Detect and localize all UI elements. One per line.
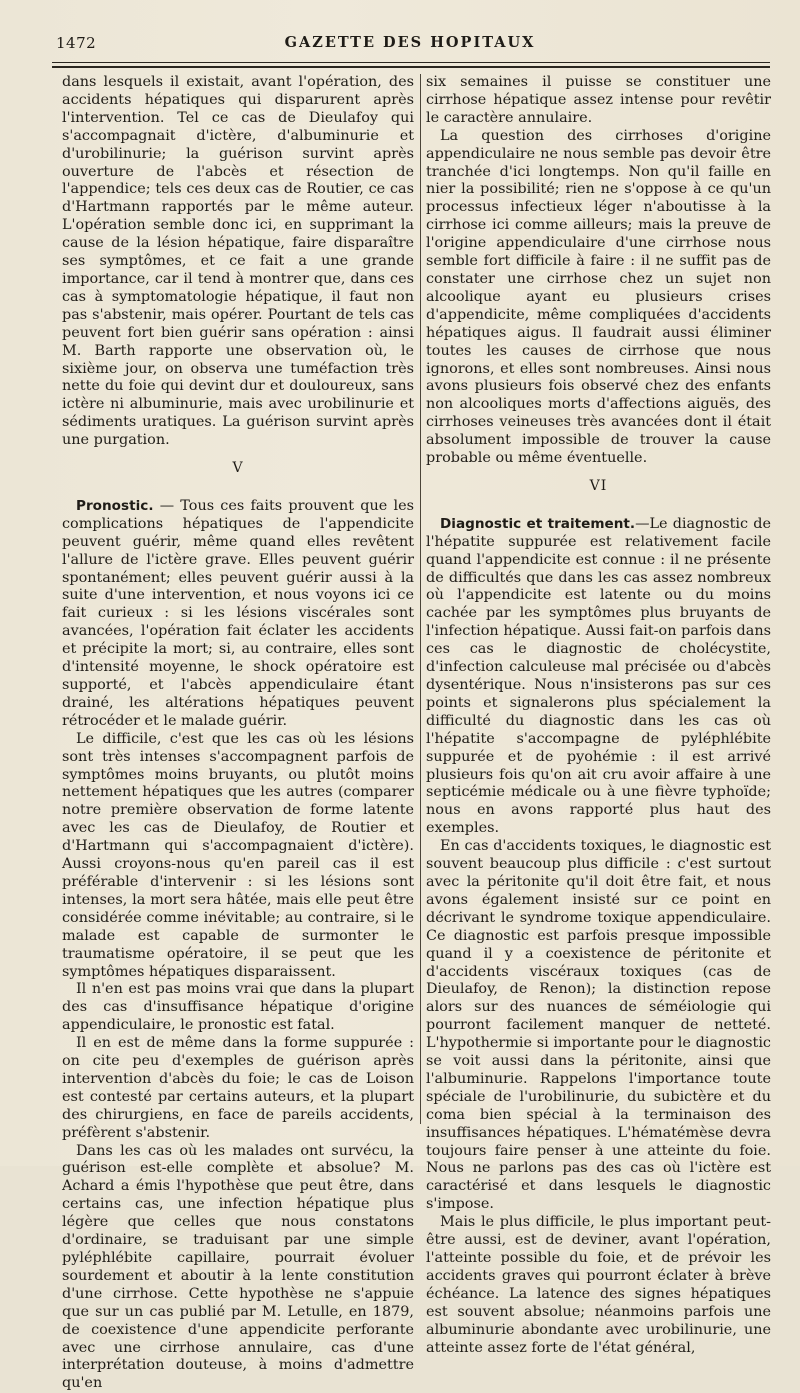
paragraph: Le difficile, c'est que les cas où les lésions sont très intenses s'accompagnent parfois de symptômes moins bruyants, ou plutôt moins nettement hépatiques que les autres (comparer notre première observation de forme latente avec les cas de Dieulafoy, de Routier et d'Hartmann qui s'accompagnaient d'ictère). Aussi croyons-nous qu'en pareil cas il est préférable d'intervenir : si les lésions sont intenses, la mort sera hâtée, mais elle peut être considérée comme inévitable; au contraire, si le malade est capable de surmonter le traumatisme opératoire, il se peut que les symptômes hépatiques disparaissent. (62, 730, 414, 980)
section-number-vi: VI (589, 477, 608, 494)
paragraph: Mais le plus difficile, le plus important peut-être aussi, est de deviner, avant l'opération, l'atteinte possible du foie, et de prévoir les accidents graves qui pourront éclater à brève échéance. La latence des signes hépatiques est souvent absolue; néanmoins parfois une albuminurie abondante avec urobilinurie, une atteinte assez forte de l'état général, (426, 1214, 771, 1356)
page-header (56, 34, 764, 60)
paragraph: La question des cirrhoses d'origine appendiculaire ne nous semble pas devoir être tranchée d'ici longtemps. Non qu'il faille en nier la possibilité; rien ne s'oppose à ce qu'un processus infectieux léger n'aboutisse à la cirrhose ici comme ailleurs; mais la preuve de l'origine appendiculaire d'une cirrhose nous semble fort difficile à faire : il ne suffit pas de constater une cirrhose chez un sujet non alcoolique ayant eu plusieurs crises d'appendicite, même compliquées d'accidents hépatiques aigus. Il faudrait aussi éliminer toutes les causes de cirrhose que nous ignorons, et elles sont nombreuses. Ainsi nous avons plusieurs fois observé chez des enfants non alcooliques morts d'affections aiguës, des cirrhoses veineuses très avancées dont il était absolument impossible de trouver la cause probable ou même éventuelle. (426, 127, 771, 467)
run-in-heading: Pronostic. (76, 497, 154, 514)
left-column (62, 74, 414, 1393)
paragraph: Dans les cas où les malades ont survécu, la guérison est-elle complète et absolue? M. Achard a émis l'hypothèse que peut être, dans certains cas, une infection hépatique plus légère que celles que nous constatons d'ordinaire, se traduisant par une simple pyléphlébite capillaire, pourrait évoluer sourdement et aboutir à la lente constitution d'une cirrhose. Cette hypothèse ne s'appuie que sur un cas publié par M. Letulle, en 1879, de coexistence d'une appendicite perforante avec une cirrhose annulaire, cas d'une interprétation douteuse, à moins d'admettre qu'en (62, 1142, 414, 1392)
journal-title: GAZETTE DES HOPITAUX (284, 34, 536, 51)
paragraph: En cas d'accidents toxiques, le diagnostic est souvent beaucoup plus difficile : c'est surtout avec la péritonite qu'il doit être fait, et nous avons également insisté sur ce point en décrivant le syndrome toxique appendiculaire. Ce diagnostic est parfois presque impossible quand il y a coexistence de péritonite et d'accidents viscéraux toxiques (cas de Dieulafoy, de Renon); la distinction repose alors sur des nuances de séméiologie qui pourront facilement manquer de netteté. L'hypothermie si importante pour le diagnostic se voit aussi dans la péritonite, ainsi que l'albuminurie. Rappelons l'importance toute spéciale de l'urobilinurie, du subictère et du coma bien spécial à la terminaison des insuffisances hépatiques. L'hématémèse devra toujours faire penser à une atteinte du foie. Nous ne parlons pas des cas où l'ictère est caractérisé et dans lesquels le diagnostic s'impose. (426, 838, 771, 1213)
paragraph-diagnostic: Diagnostic et traitement.—Le diagnostic de l'hépatite suppurée est relativement facile quand l'appendicite est connue : il ne présente de difficultés que dans les cas assez nombreux où l'appendicite est latente ou du moins cachée par les symptômes plus bruyants de l'infection hépatique. Aussi fait-on parfois dans ces cas le diagnostic de cholécystite, d'infection calculeuse mal précisée ou d'abcès dysentérique. Nous n'insisterons pas sur ces points et signalerons plus spécialement la difficulté du diagnostic dans les cas où l'hépatite s'accompagne de pyléphlébite suppurée et de pyohémie : il est arrivé plusieurs fois qu'on ait cru avoir affaire à une septicémie médicale ou à une fièvre typhoïde; nous en avons rapporté plus haut des exemples. (426, 515, 771, 837)
paragraph: Il n'en est pas moins vrai que dans la plupart des cas d'insuffisance hépatique d'origine appendiculaire, le pronostic est fatal. (62, 981, 414, 1034)
section-number-v: V (232, 460, 244, 477)
page-number: 1472 (56, 34, 97, 52)
paragraph: six semaines il puisse se constituer une cirrhose hépatique assez intense pour revêtir le caractère annulaire. (426, 74, 771, 126)
run-in-heading: Diagnostic et traitement. (440, 515, 636, 532)
right-column (426, 74, 771, 1357)
column-divider (420, 74, 421, 1124)
header-rule-thick (52, 66, 770, 68)
paragraph-pronostic: Pronostic. — Tous ces faits prouvent que les complications hépatiques de l'appendicite peuvent guérir, même quand elles revêtent l'allure de l'ictère grave. Elles peuvent guérir spontanément; elles peuvent guérir aussi à la suite d'une intervention, et nous voyons ici ce fait curieux : si les lésions viscérales sont avancées, l'opération fait éclater les accidents et précipite la mort; si, au contraire, elles sont d'intensité moyenne, le shock opératoire est supporté, et l'abcès appendiculaire étant drainé, les altérations hépatiques peuvent rétrocéder et le malade guérir. (62, 497, 414, 729)
header-rule-thin (52, 62, 770, 63)
paragraph: dans lesquels il existait, avant l'opération, des accidents hépatiques qui disparurent après l'intervention. Tel ce cas de Dieulafoy qui s'accompagnait d'ictère, d'albuminurie et d'urobilinurie; la guérison survint après ouverture de l'abcès et résection de l'appendice; tels ces deux cas de Routier, ce cas d'Hartmann rapportés par le même auteur. L'opération semble donc ici, en supprimant la cause de la lésion hépatique, faire disparaître ses symptômes, et ce fait a une grande importance, car il tend à montrer que, dans ces cas à symptomatologie hépatique, il faut non pas s'abstenir, mais opérer. Pourtant de tels cas peuvent fort bien guérir sans opération : ainsi M. Barth rapporte une observation où, le sixième jour, on observa une tuméfaction très nette du foie qui devint dur et douloureux, sans ictère ni albuminurie, mais avec urobilinurie et sédiments uratiques. La guérison survint après une purgation. (62, 74, 414, 449)
paragraph: Il en est de même dans la forme suppurée : on cite peu d'exemples de guérison après intervention d'abcès du foie; le cas de Loison est contesté par certains auteurs, et la plupart des chirurgiens, en face de pareils accidents, préfèrent s'abstenir. (62, 1035, 414, 1141)
